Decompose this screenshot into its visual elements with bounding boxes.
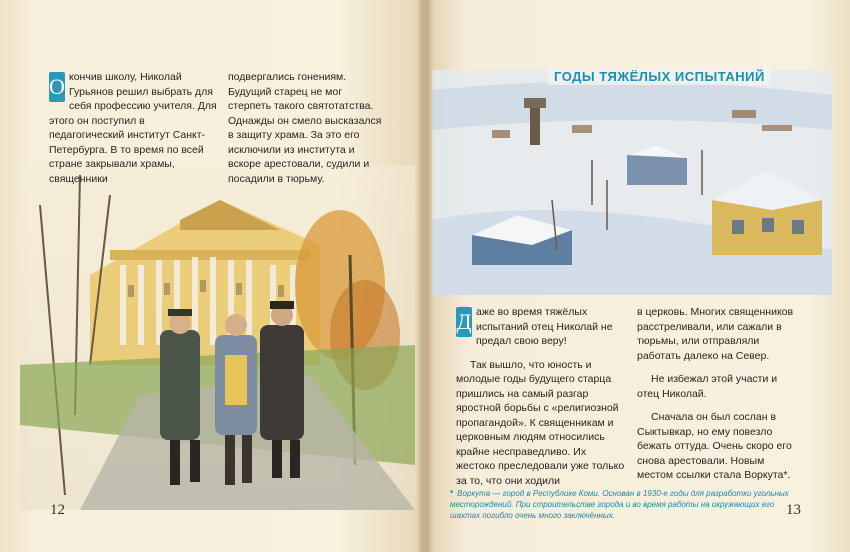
footnote <box>450 488 795 521</box>
right-column-2 <box>637 305 797 492</box>
right-col2-para1: в церковь. Многих священников расстреливали, или сажали в тюрьмы, или отправляли работать далеко на Север. <box>637 306 794 362</box>
right-column-1 <box>456 305 626 497</box>
chapter-title: ГОДЫ ТЯЖЁЛЫХ ИСПЫТАНИЙ <box>548 68 771 85</box>
left-col1-text: кончив школу, Николай Гурьянов решил выбрать для себя профессию учителя. Для этого он поступил в педагогический институт Санкт-Петербурга. В то время по всей стране закрывали храмы, священники <box>49 71 217 185</box>
drop-cap-right: Д <box>456 307 472 337</box>
footnote-star: * <box>450 489 454 498</box>
right-col1-para1 <box>456 305 626 349</box>
left-column-1 <box>49 70 219 186</box>
book-spine <box>416 0 434 552</box>
left-col2-text: подвергались гонениям. Будущий старец не мог стерпеть такого святотатства. Однажды он смело высказался в защиту храма. За это его исключили из института и вскоре арестовали, судили и посадили в тюрьму. <box>228 71 382 185</box>
right-col1-para1-text: аже во время тяжёлых испытаний отец Николай не предал свою веру! <box>476 306 613 347</box>
drop-cap-left: О <box>49 72 65 102</box>
footnote-text: Воркута — город в Республике Коми. Основан в 1930-е годы для разработки угольных месторождений. При строительстве города и во время работы на окружающих его шахтах погибло очень много заключённых. <box>450 489 789 520</box>
palace-arrest-illustration <box>20 165 415 510</box>
snowy-camp-illustration <box>432 70 832 295</box>
right-col2-para3: Сначала он был сослан в Сыктывкар, но ему повезло бежать оттуда. Очень скоро его снова арестовали. Новым местом ссылки стала Воркута*. <box>637 411 792 481</box>
right-col1-para2: Так вышло, что юность и молодые годы будущего старца пришлись на самый разгар яростной борьбы с «религиозной пропагандой». К священникам и церковным людям относились крайне несправедливо. Их жестоко преследовали уже только за то, что они ходили <box>456 358 625 487</box>
page-number-left: 12 <box>50 502 65 518</box>
page-number-right: 13 <box>786 502 801 518</box>
right-col2-para2: Не избежал этой участи и отец Николай. <box>637 373 778 400</box>
left-column-2 <box>228 70 388 186</box>
